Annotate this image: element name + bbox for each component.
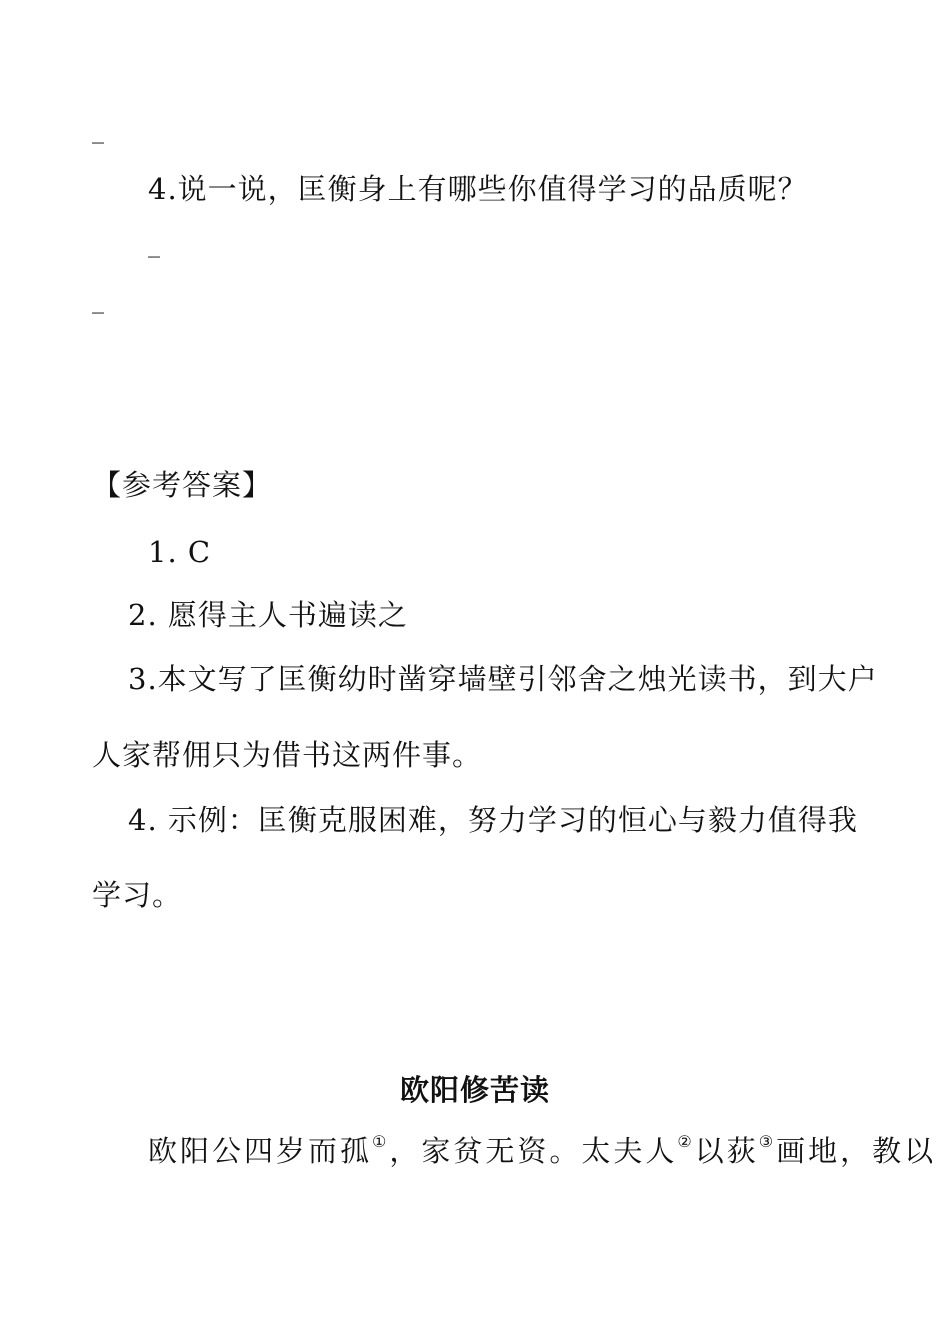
passage-segment-3: 以荻	[694, 1134, 759, 1168]
passage-first-line	[148, 1134, 936, 1168]
passage-segment-2: ，家贫无资。太夫人	[389, 1134, 678, 1168]
dash-line-3: _	[92, 286, 104, 314]
passage-segment-1: 欧阳公四岁而孤	[148, 1134, 373, 1168]
answer-1: 1. C	[148, 535, 212, 569]
passage-segment-4: 画地，教以	[776, 1134, 937, 1168]
footnote-marker-1: ①	[372, 1132, 390, 1151]
footnote-marker-2: ②	[677, 1132, 695, 1151]
question-4: 4.说一说，匡衡身上有哪些你值得学习的品质呢？	[148, 172, 808, 206]
passage-title: 欧阳修苦读	[399, 1073, 550, 1107]
answer-3-line-1: 3.本文写了匡衡幼时凿穿墙壁引邻舍之烛光读书，到大户	[128, 662, 878, 696]
dash-line-2: _	[148, 230, 160, 258]
footnote-marker-3: ③	[758, 1132, 777, 1151]
answer-2: 2. 愿得主人书遍读之	[128, 598, 408, 632]
dash-line-1: _	[92, 116, 104, 144]
answers-heading: 【参考答案】	[92, 468, 273, 502]
answer-4-line-1: 4. 示例：匡衡克服困难，努力学习的恒心与毅力值得我	[128, 803, 858, 837]
answer-3-line-2: 人家帮佣只为借书这两件事。	[92, 738, 483, 772]
answer-4-line-2: 学习。	[92, 878, 183, 912]
